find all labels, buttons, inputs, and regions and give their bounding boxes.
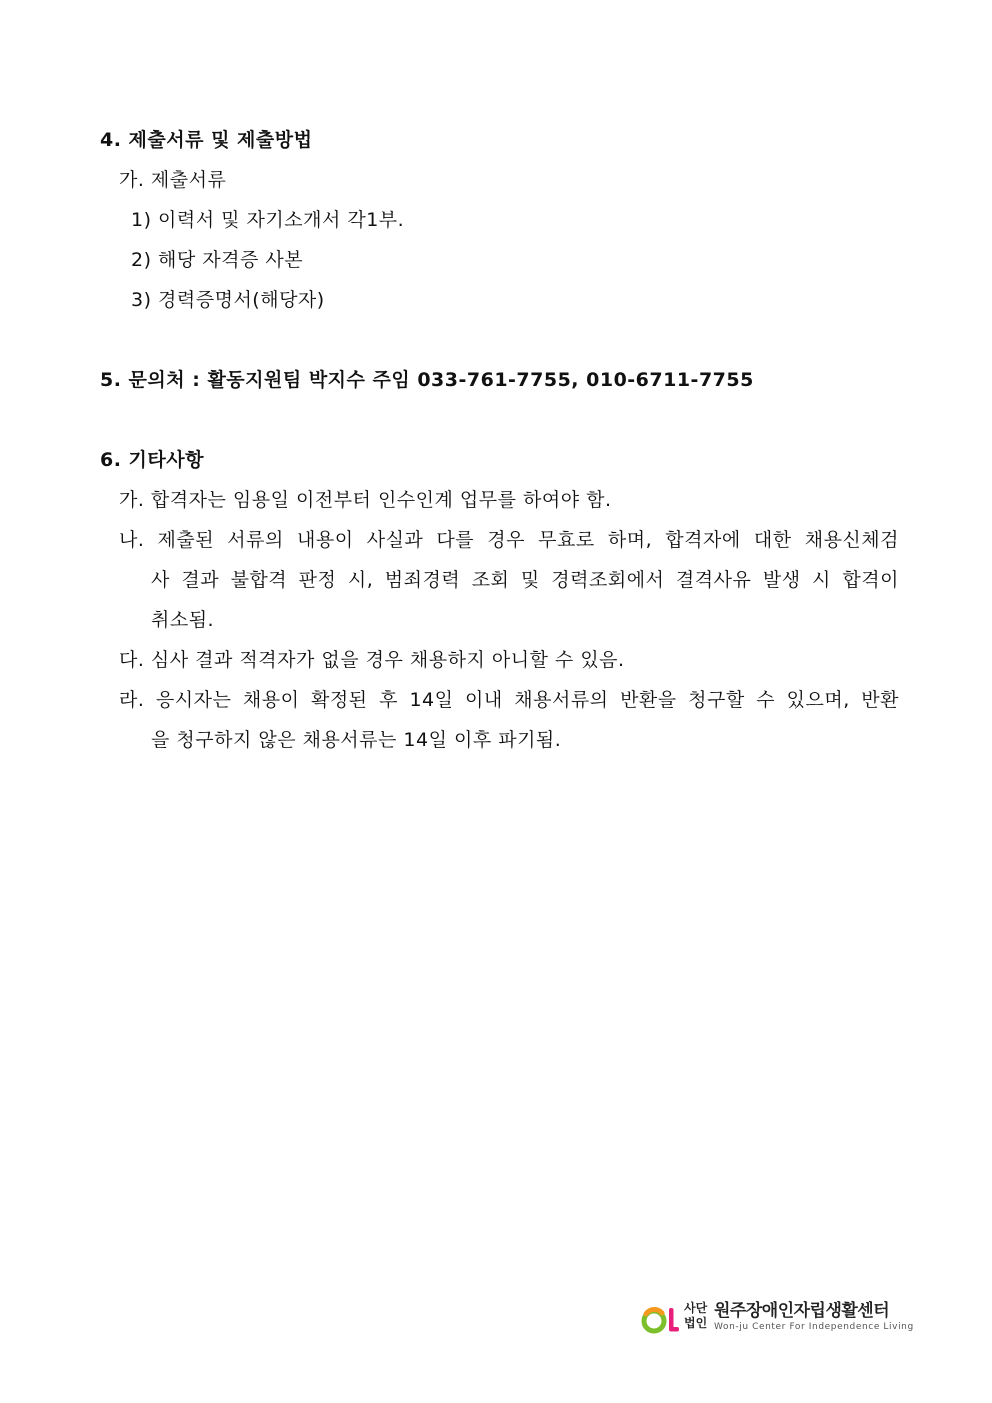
section-6-item-na-line3: 취소됨. bbox=[151, 609, 215, 631]
corporation-type-label bbox=[684, 1301, 707, 1331]
section-6-item-ga: 가. 합격자는 임용일 이전부터 인수인계 업무를 하여야 함. bbox=[119, 489, 612, 511]
section-6-item-na-line1: 나. 제출된 서류의 내용이 사실과 다를 경우 무효로 하며, 합격자에 대한 채용신체검 bbox=[119, 529, 899, 551]
corporation-type-line2: 법인 bbox=[684, 1316, 708, 1330]
section-4-item-3: 3) 경력증명서(해당자) bbox=[131, 289, 325, 311]
organization-logo-icon bbox=[640, 1302, 684, 1336]
organization-footer bbox=[640, 1300, 914, 1336]
section-6-item-ra-line1: 라. 응시자는 채용이 확정된 후 14일 이내 채용서류의 반환을 청구할 수 있으며, 반환 bbox=[119, 689, 899, 711]
section-4-item-2: 2) 해당 자격증 사본 bbox=[131, 249, 304, 271]
organization-english-name: Won-ju Center For Independence Living bbox=[714, 1322, 914, 1332]
section-6-heading: 6. 기타사항 bbox=[100, 449, 204, 471]
section-6-item-da: 다. 심사 결과 적격자가 없을 경우 채용하지 아니할 수 있음. bbox=[119, 649, 625, 671]
section-4-item-1: 1) 이력서 및 자기소개서 각1부. bbox=[131, 209, 405, 231]
organization-name: 원주장애인자립생활센터 bbox=[714, 1301, 890, 1321]
corporation-type-line1: 사단 bbox=[684, 1301, 708, 1315]
section-4-sub-a: 가. 제출서류 bbox=[119, 169, 227, 191]
section-6-item-na-line2: 사 결과 불합격 판정 시, 범죄경력 조회 및 경력조회에서 결격사유 발생 시 합격이 bbox=[151, 569, 899, 591]
section-6-item-ra-line2: 을 청구하지 않은 채용서류는 14일 이후 파기됨. bbox=[151, 729, 562, 751]
section-5-heading: 5. 문의처 : 활동지원팀 박지수 주임 033-761-7755, 010-6711-7755 bbox=[100, 369, 754, 391]
section-4-heading: 4. 제출서류 및 제출방법 bbox=[100, 129, 313, 151]
